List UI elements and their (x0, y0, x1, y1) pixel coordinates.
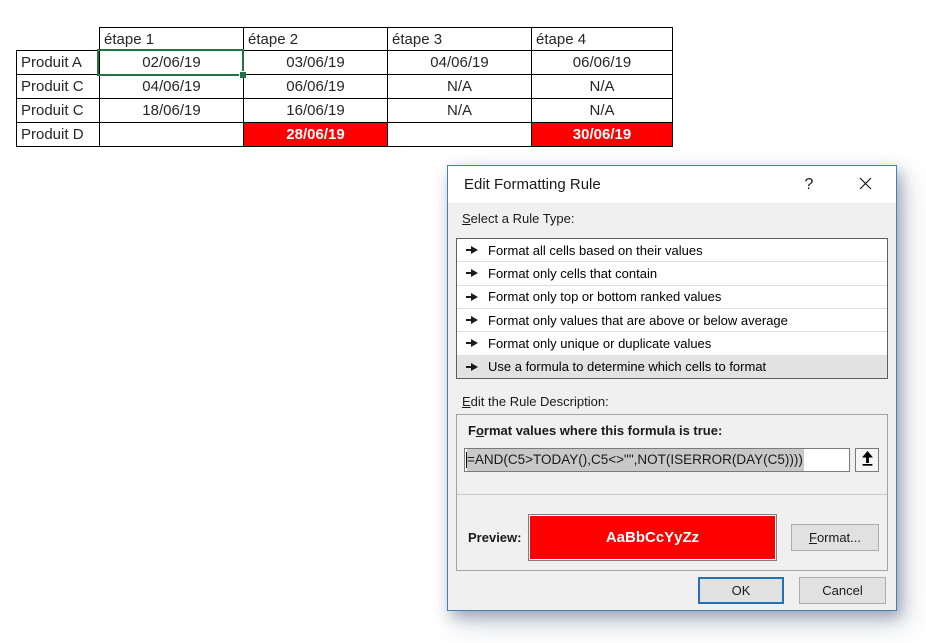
cancel-button-label: Cancel (822, 583, 863, 598)
rule-description-groupbox (456, 414, 888, 571)
rule-type-label: Format only unique or duplicate values (488, 335, 712, 351)
section-divider (457, 494, 887, 495)
cell-selected[interactable]: 02/06/19 (100, 51, 244, 75)
rule-type-label: Format only top or bottom ranked values (488, 289, 722, 305)
help-button[interactable]: ? (804, 176, 814, 193)
rule-type-item[interactable] (457, 309, 887, 332)
format-preview-swatch (528, 514, 777, 561)
rule-arrow-icon (466, 269, 479, 277)
collapse-dialog-button[interactable] (855, 448, 879, 472)
close-icon (859, 177, 872, 193)
spreadsheet-table (16, 27, 673, 147)
format-button-label: Format... (808, 530, 862, 545)
ok-button-label: OK (731, 583, 751, 598)
close-button[interactable] (844, 166, 886, 203)
cancel-button[interactable] (799, 577, 886, 604)
cell[interactable]: N/A (388, 99, 532, 123)
cell[interactable]: N/A (388, 75, 532, 99)
cell[interactable]: 04/06/19 (100, 75, 244, 99)
select-rule-type-label: Select a Rule Type: (462, 211, 575, 226)
cell[interactable]: 03/06/19 (244, 51, 388, 75)
rule-type-listbox (456, 238, 888, 379)
cell[interactable] (388, 123, 532, 147)
rule-type-item-use-formula[interactable] (457, 356, 887, 378)
table-row (17, 51, 673, 75)
rule-type-item[interactable] (457, 239, 887, 262)
cell[interactable]: 16/06/19 (244, 99, 388, 123)
row-label[interactable]: Produit C (17, 99, 100, 123)
corner-cell (17, 28, 100, 51)
collapse-arrow-icon (861, 451, 874, 469)
rule-type-label: Format all cells based on their values (488, 242, 703, 258)
cell[interactable]: 04/06/19 (388, 51, 532, 75)
row-label[interactable]: Produit C (17, 75, 100, 99)
table-row (17, 123, 673, 147)
cell[interactable] (100, 123, 244, 147)
rule-arrow-icon (466, 293, 479, 301)
cell-highlighted-red[interactable]: 30/06/19 (532, 123, 673, 147)
rule-type-item[interactable] (457, 262, 887, 285)
dialog-titlebar (448, 166, 896, 203)
cell-highlighted-red[interactable]: 28/06/19 (244, 123, 388, 147)
table-header-row (17, 28, 673, 51)
row-label[interactable]: Produit D (17, 123, 100, 147)
cell[interactable]: 06/06/19 (532, 51, 673, 75)
table-row (17, 99, 673, 123)
rule-type-label: Use a formula to determine which cells to format (488, 359, 767, 375)
rule-type-item[interactable] (457, 332, 887, 355)
ok-button[interactable] (698, 577, 784, 604)
format-button[interactable] (791, 524, 879, 551)
row-label[interactable]: Produit A (17, 51, 100, 75)
cell[interactable]: 18/06/19 (100, 99, 244, 123)
preview-label: Preview: (468, 530, 522, 545)
rule-arrow-icon (466, 363, 479, 371)
formula-text-selected: =AND(C5>TODAY(),C5<>"",NOT(ISERROR(DAY(C5)))) (467, 449, 804, 471)
formula-field-label: Format values where this formula is true: (468, 423, 723, 438)
rule-arrow-icon (466, 316, 479, 324)
header-etape-1[interactable]: étape 1 (100, 28, 244, 51)
cell[interactable]: 06/06/19 (244, 75, 388, 99)
rule-arrow-icon (466, 246, 479, 254)
table-row (17, 75, 673, 99)
header-etape-4[interactable]: étape 4 (532, 28, 673, 51)
rule-type-label: Format only cells that contain (488, 265, 658, 281)
formula-input[interactable] (464, 448, 850, 472)
cell[interactable]: N/A (532, 99, 673, 123)
cell[interactable]: N/A (532, 75, 673, 99)
edit-rule-description-label: Edit the Rule Description: (462, 394, 609, 409)
header-etape-2[interactable]: étape 2 (244, 28, 388, 51)
dialog-title: Edit Formatting Rule (464, 176, 601, 193)
format-preview-sample: AaBbCcYyZz (530, 516, 775, 559)
header-etape-3[interactable]: étape 3 (388, 28, 532, 51)
rule-type-label: Format only values that are above or below average (488, 312, 788, 328)
rule-type-item[interactable] (457, 286, 887, 309)
rule-arrow-icon (466, 339, 479, 347)
edit-formatting-rule-dialog (447, 165, 897, 611)
